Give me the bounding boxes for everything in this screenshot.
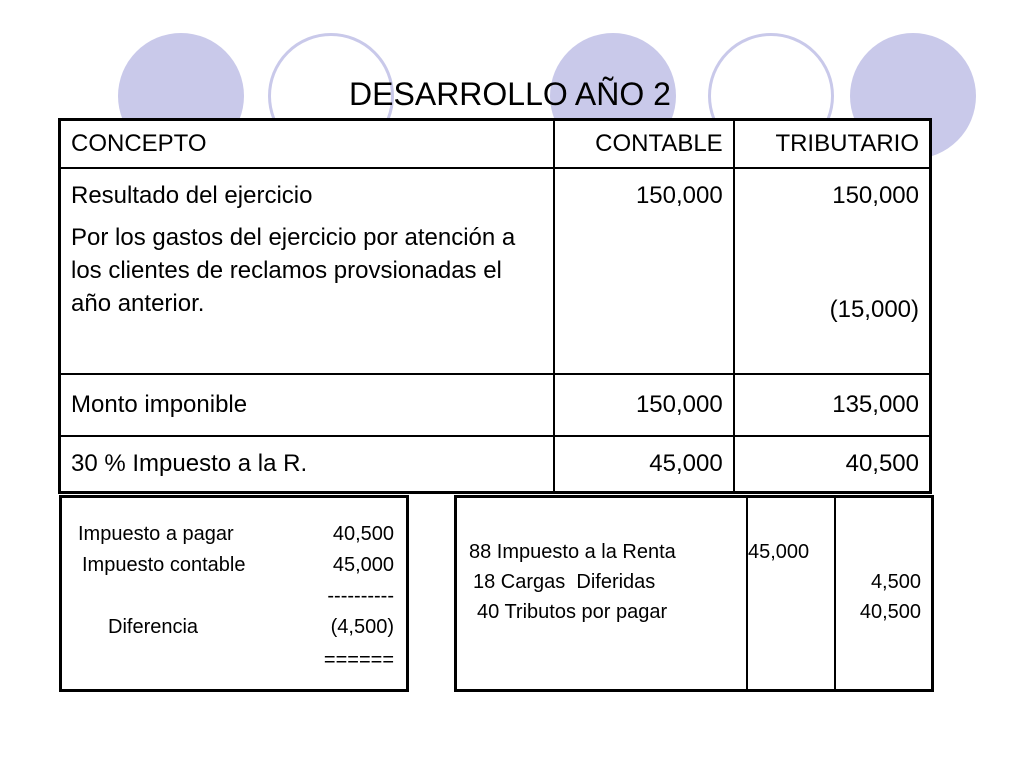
contable-value: 45,000 [554,436,733,493]
concept-impuesto: 30 % Impuesto a la R. [60,436,555,493]
tributario-value: 40,500 [734,436,931,493]
calc-value: (4,500) [330,616,394,638]
calc-label: Impuesto a pagar [78,523,234,545]
calc-row [62,613,406,641]
contable-cell [554,168,733,374]
calc-label: Impuesto contable [82,554,246,576]
calc-value: 40,500 [332,523,394,545]
table-row [60,436,931,493]
slide-title [0,74,1024,114]
concept-gastos: Por los gastos del ejercicio por atención a los clientes de reclamos provsionadas el año anterior. [71,224,516,317]
tax-comparison-table [58,118,932,494]
contable-value: 150,000 [635,182,723,209]
journal-debit: 45,000 [748,541,810,563]
calc-row [62,520,406,548]
contable-value: 150,000 [554,374,733,436]
header-contable: CONTABLE [554,120,733,169]
journal-account: 40 Tributos por pagar [477,601,668,623]
journal-credit: 4,500 [870,571,921,593]
slide-title-text: DESARROLLO AÑO 2 [349,76,671,112]
journal-account: 88 Impuesto a la Renta [469,541,676,563]
tributario-adjustment: (15,000) [829,296,919,323]
calc-separator: ---------- [327,585,394,607]
concept-cell [60,168,555,374]
column-divider [834,498,836,689]
calc-label: Diferencia [108,616,199,638]
concept-monto-imponible: Monto imponible [60,374,555,436]
tributario-value: 135,000 [734,374,931,436]
calc-row [62,582,406,610]
calc-value: 45,000 [332,554,394,576]
header-concepto: CONCEPTO [60,120,555,169]
journal-entry-box [454,495,934,692]
table-row [60,168,931,374]
table-row [60,374,931,436]
tributario-value: 150,000 [832,182,919,209]
tributario-cell [734,168,931,374]
calc-row [62,646,406,674]
column-divider [746,498,748,689]
table-header-row [60,120,931,169]
header-tributario: TRIBUTARIO [734,120,931,169]
journal-credit: 40,500 [859,601,921,623]
calc-double-line: ====== [323,649,394,671]
concept-resultado: Resultado del ejercicio [71,182,313,209]
calc-row [62,551,406,579]
tax-difference-box [59,495,409,692]
journal-account: 18 Cargas Diferidas [473,571,656,593]
